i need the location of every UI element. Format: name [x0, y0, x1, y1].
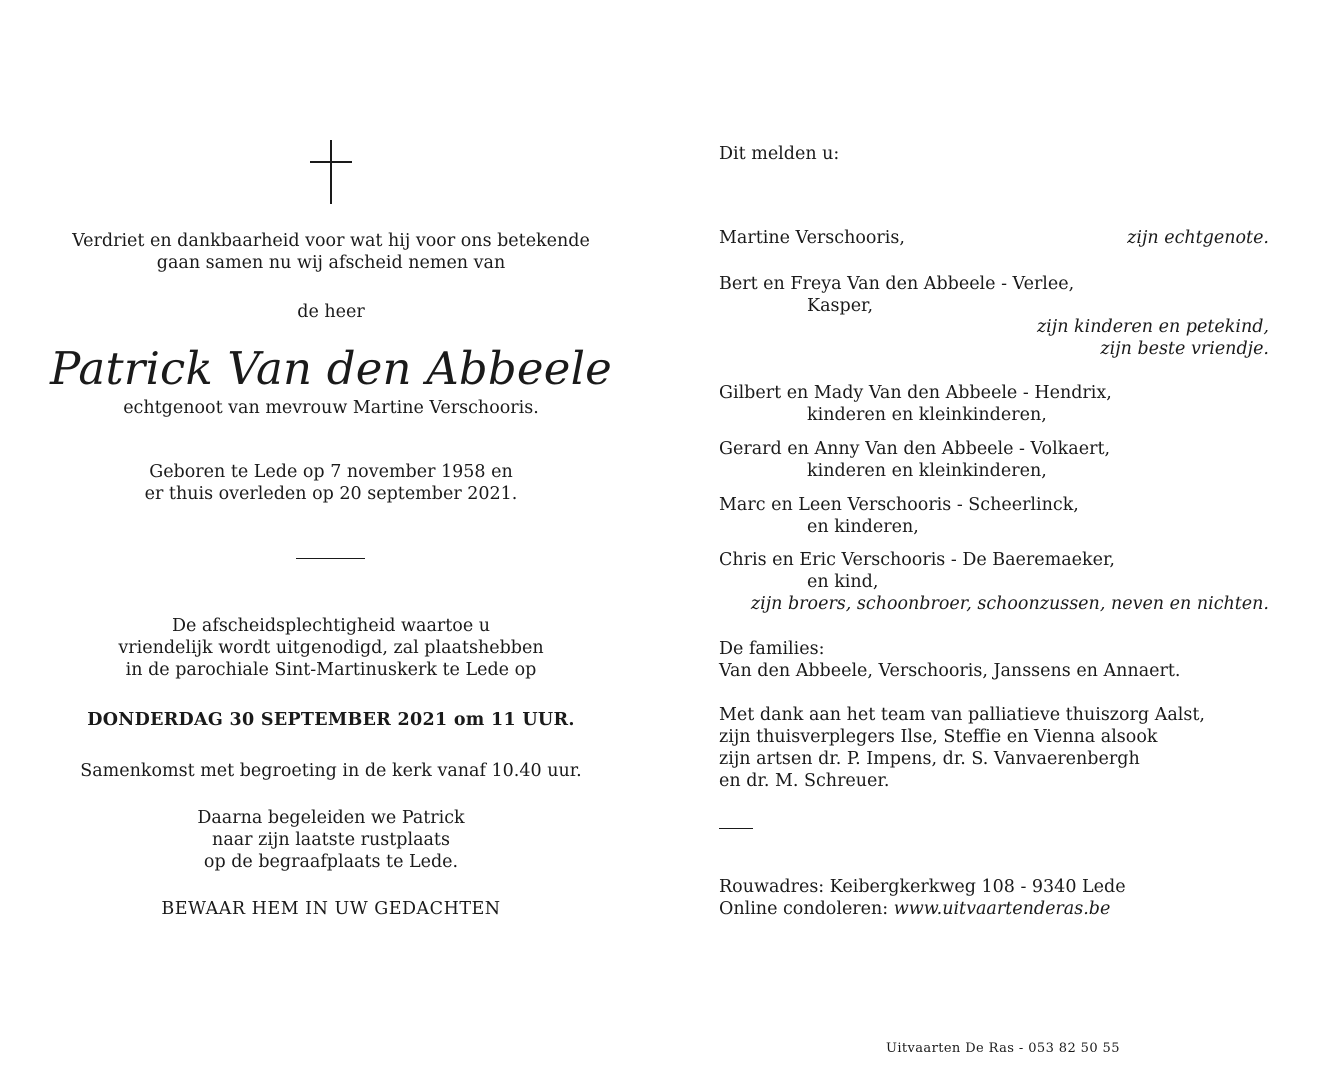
sibling-2-name: Gerard en Anny Van den Abbeele - Volkaert,: [719, 439, 1111, 459]
spouse-text: echtgenoot van mevrouw Martine Verschooris.: [123, 398, 539, 418]
children-role-2: zijn beste vriendje.: [1100, 339, 1269, 359]
divider: [296, 558, 365, 559]
address-text: Rouwadres: Keibergkerkweg 108 - 9340 Lede: [719, 877, 1126, 897]
sibling-2-family: kinderen en kleinkinderen,: [807, 461, 1047, 481]
deceased-name: Patrick Van den Abbeele: [49, 342, 613, 395]
intro-text: Verdriet en dankbaarheid voor wat hij voor ons betekende gaan samen nu wij afscheid nemen van: [72, 231, 590, 273]
condolence-line: [719, 898, 1110, 920]
sibling-3-family: en kinderen,: [807, 517, 919, 537]
sibling-1-family: kinderen en kleinkinderen,: [807, 405, 1047, 425]
families-label: De families:: [719, 639, 825, 659]
sibling-1-name: Gilbert en Mady Van den Abbeele - Hendrix,: [719, 383, 1112, 403]
condolence-label: Online condoleren:: [719, 899, 894, 919]
sibling-4-name: Chris en Eric Verschooris - De Baeremaeker,: [719, 550, 1115, 570]
spouse-name: Martine Verschooris,: [719, 228, 905, 248]
title-text: de heer: [297, 302, 365, 322]
short-divider: [719, 828, 753, 829]
funeral-home-footer: Uitvaarten De Ras - 053 82 50 55: [886, 1041, 1120, 1056]
thanks-text: Met dank aan het team van palliatieve thuiszorg Aalst, zijn thuisverplegers Ilse, Steffie en Vienna alsook zijn artsen dr. P. Impens, dr. S. Vanvaerenbergh en dr. M. Schreuer.: [719, 705, 1205, 791]
condolence-link[interactable]: www.uitvaartenderas.be: [893, 899, 1111, 919]
siblings-role: zijn broers, schoonbroer, schoonzussen, neven en nichten.: [750, 594, 1269, 614]
invitation-text: De afscheidsplechtigheid waartoe u vriendelijk wordt uitgenodigd, zal plaatshebben in de parochiale Sint-Martinuskerk te Lede op: [118, 616, 544, 680]
closing-text: BEWAAR HEM IN UW GEDACHTEN: [161, 899, 501, 919]
children-line-2: Kasper,: [807, 296, 874, 316]
children-role-1: zijn kinderen en petekind,: [1036, 317, 1269, 337]
sibling-3-name: Marc en Leen Verschooris - Scheerlinck,: [719, 495, 1079, 515]
birth-death-text: Geboren te Lede op 7 november 1958 en er thuis overleden op 20 september 2021.: [144, 462, 518, 504]
sibling-4-family: en kind,: [807, 572, 879, 592]
ceremony-date: DONDERDAG 30 SEPTEMBER 2021 om 11 UUR.: [87, 710, 575, 730]
cross-icon: [310, 140, 352, 204]
announce-text: Dit melden u:: [719, 144, 840, 164]
gathering-text: Samenkomst met begroeting in de kerk vanaf 10.40 uur.: [80, 761, 582, 781]
burial-text: Daarna begeleiden we Patrick naar zijn laatste rustplaats op de begraafplaats te Lede.: [197, 808, 465, 872]
families-list: Van den Abbeele, Verschooris, Janssens en Annaert.: [719, 661, 1181, 681]
children-line-1: Bert en Freya Van den Abbeele - Verlee,: [719, 274, 1075, 294]
spouse-role: zijn echtgenote.: [1127, 228, 1269, 248]
